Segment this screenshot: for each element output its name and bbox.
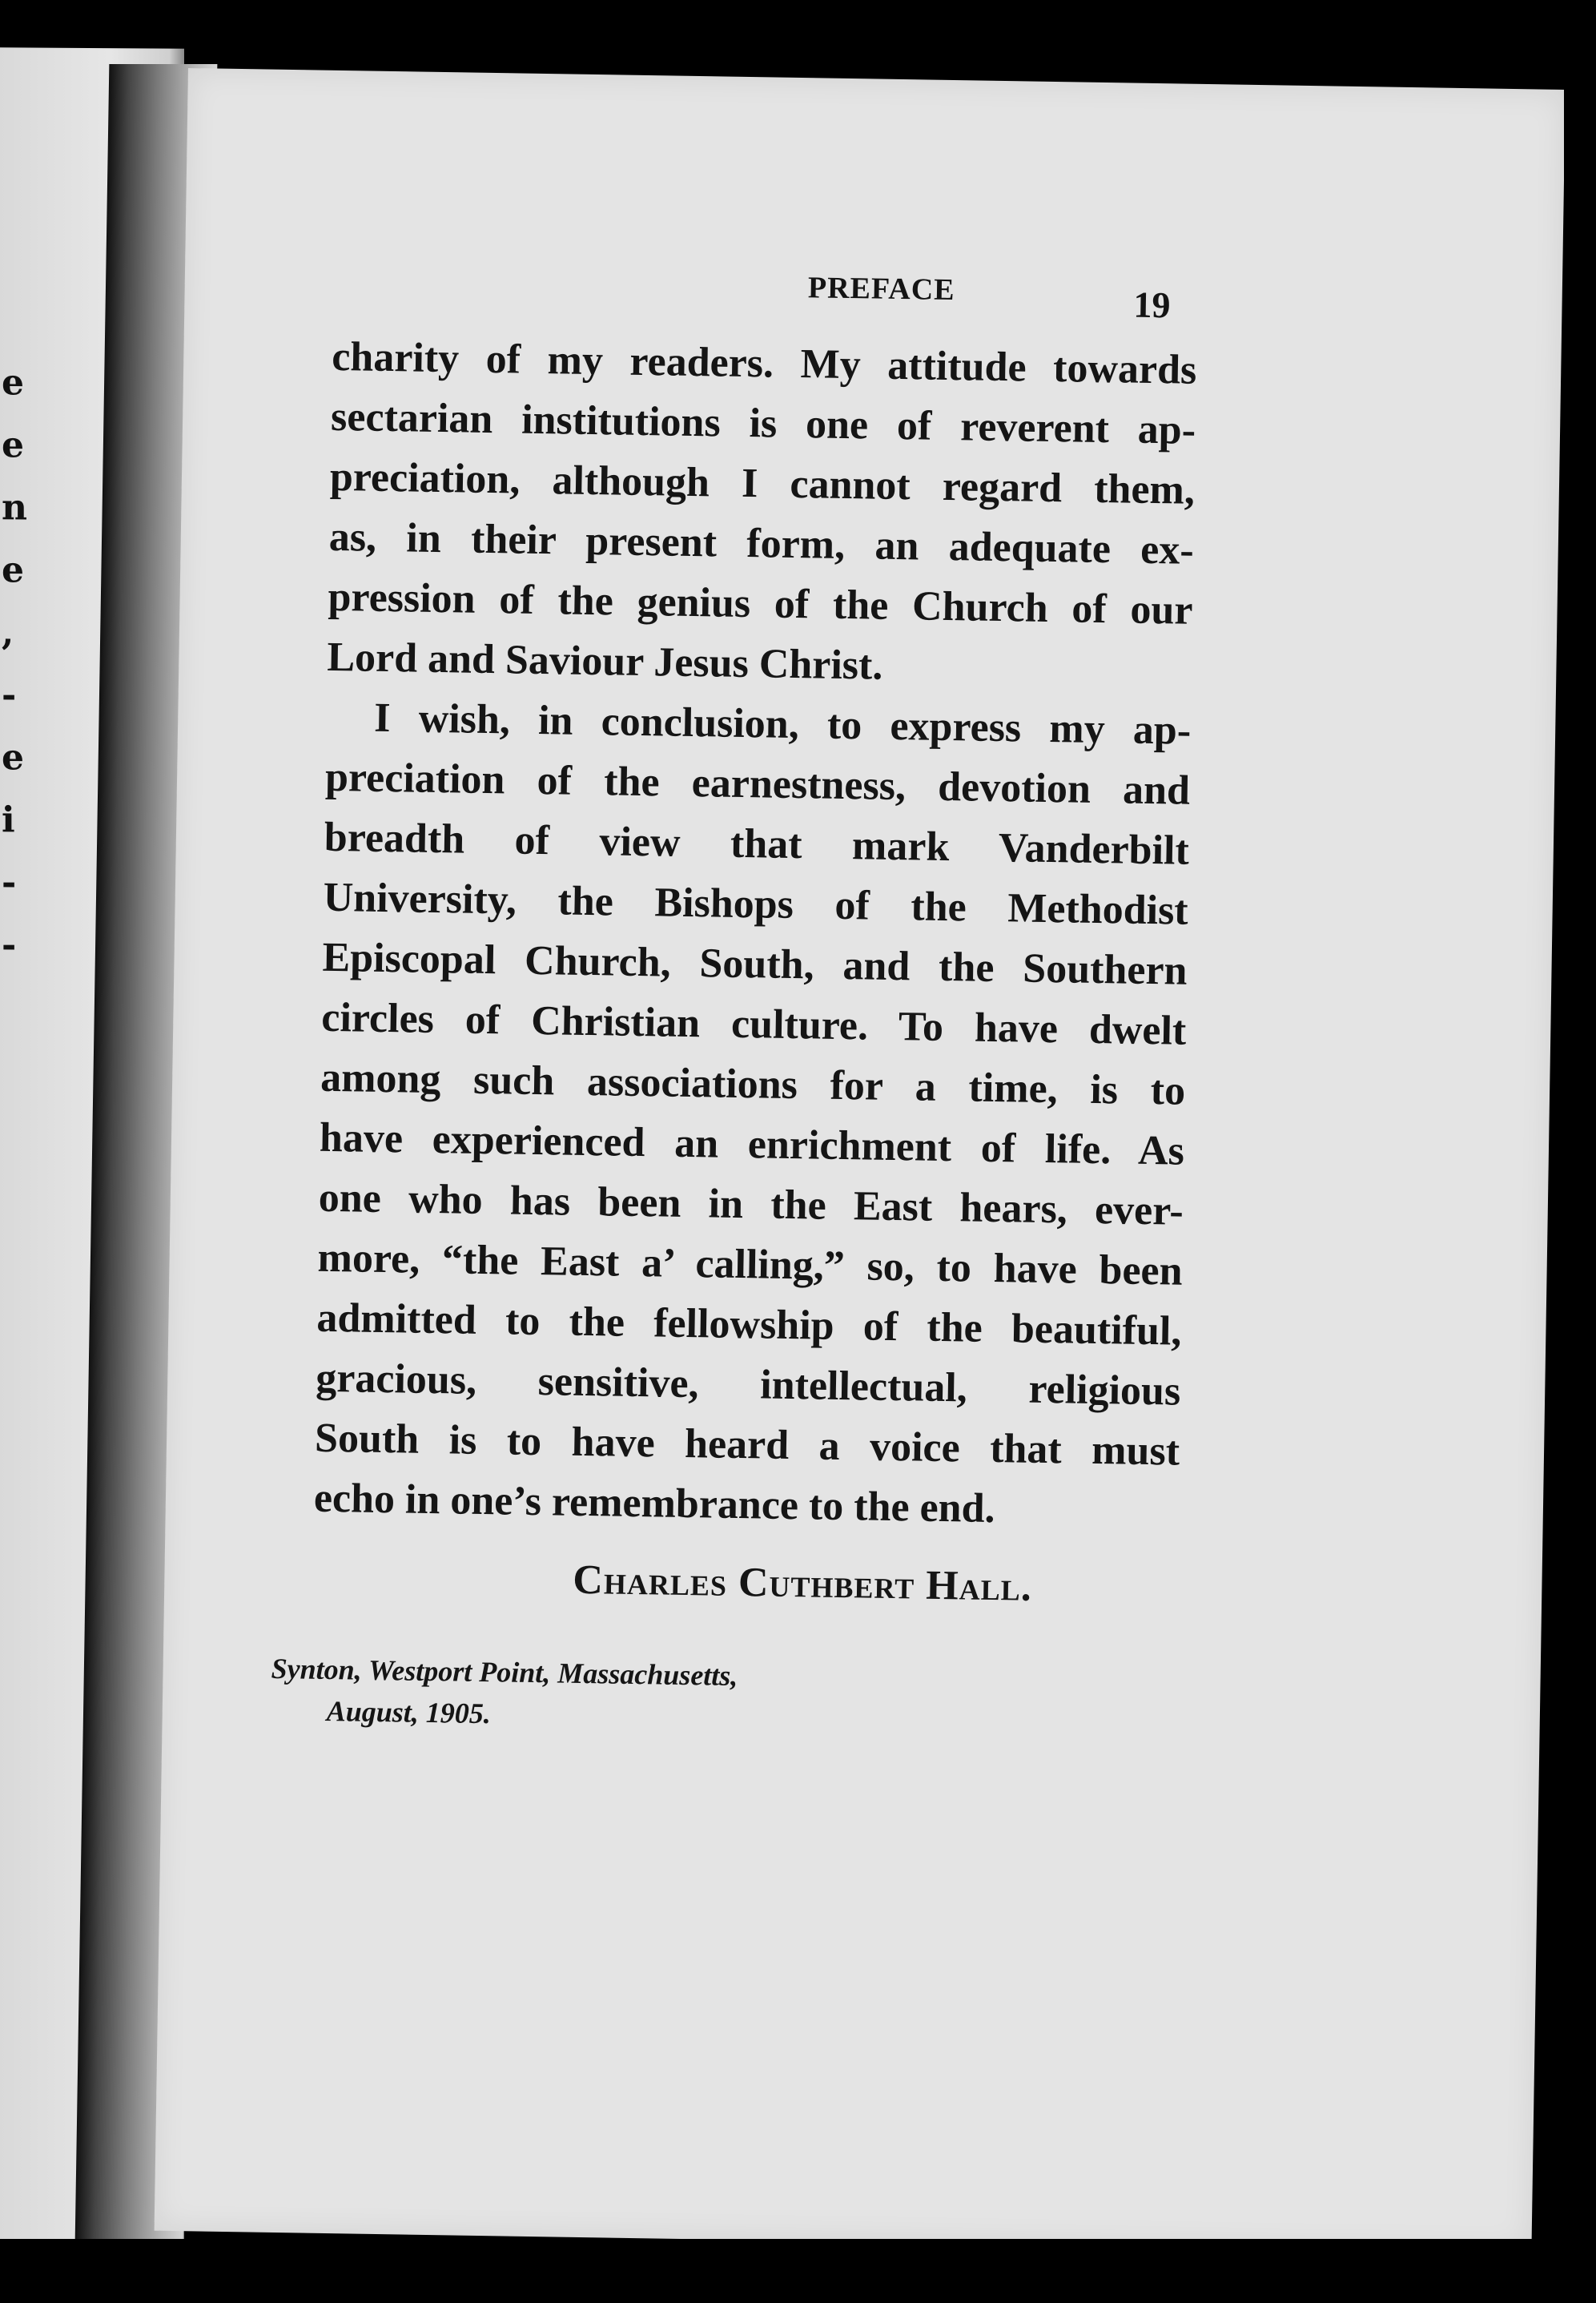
left-fragment: - — [2, 862, 17, 904]
page-number: 19 — [1133, 284, 1171, 326]
text-line: circles of Christian culture. To have dwelt — [320, 994, 1187, 1054]
text-line: I wish, in conclusion, to express my ap- — [373, 695, 1192, 754]
text-line: as, in their present form, an adequate ex- — [328, 513, 1195, 574]
text-line: breadth of view that mark Vanderbilt — [324, 814, 1190, 874]
text-line: have experienced an enrichment of life. As — [319, 1114, 1185, 1174]
author-signature: Charles Cuthbert Hall. — [572, 1556, 1033, 1610]
text-line: preciation, although I cannot regard them, — [329, 453, 1196, 513]
text-line: South is to have heard a voice that must — [314, 1415, 1180, 1475]
text-line: echo in one’s remembrance to the end. — [313, 1475, 995, 1532]
running-head: PREFACE — [807, 271, 955, 308]
text-line: Lord and Saviour Jesus Christ. — [327, 634, 883, 689]
text-line: sectarian institutions is one of reverent ap- — [330, 393, 1196, 453]
text-line: among such associations for a time, is to — [320, 1054, 1186, 1114]
left-fragment: e — [2, 425, 24, 466]
dateline — [270, 1648, 738, 1738]
text-line: gracious, sensitive, intellectual, religious — [315, 1355, 1181, 1415]
text-line: pression of the genius of the Church of our — [328, 574, 1193, 634]
left-fragment: - — [2, 674, 17, 716]
left-fragment: i — [2, 799, 15, 841]
text-line: more, “the East a’ calling,” so, to have been — [317, 1234, 1184, 1294]
preface-body-text — [313, 327, 1196, 1542]
left-fragment: - — [2, 924, 17, 966]
left-fragment: e — [2, 737, 24, 779]
left-fragment: e — [2, 362, 24, 404]
dateline-place: Synton, Westport Point, Massachusetts, — [271, 1652, 738, 1693]
text-line: Episcopal Church, South, and the Southern — [322, 934, 1188, 994]
text-line: one who has been in the East hears, ever- — [318, 1174, 1184, 1234]
text-line: University, the Bishops of the Methodist — [323, 874, 1189, 934]
dateline-date: August, 1905. — [326, 1694, 492, 1730]
left-fragment: , — [2, 612, 14, 654]
text-line: preciation of the earnestness, devotion and — [324, 754, 1191, 814]
scan-border-right — [1564, 0, 1596, 2303]
book-page — [155, 68, 1566, 2253]
scan-border-bottom — [0, 2239, 1596, 2303]
left-fragment: n — [2, 487, 27, 529]
text-line: admitted to the fellowship of the beautiful, — [316, 1294, 1182, 1355]
left-fragment: e — [2, 550, 24, 591]
text-line: charity of my readers. My attitude towards — [331, 333, 1197, 393]
left-page-text-fragments — [0, 352, 32, 976]
